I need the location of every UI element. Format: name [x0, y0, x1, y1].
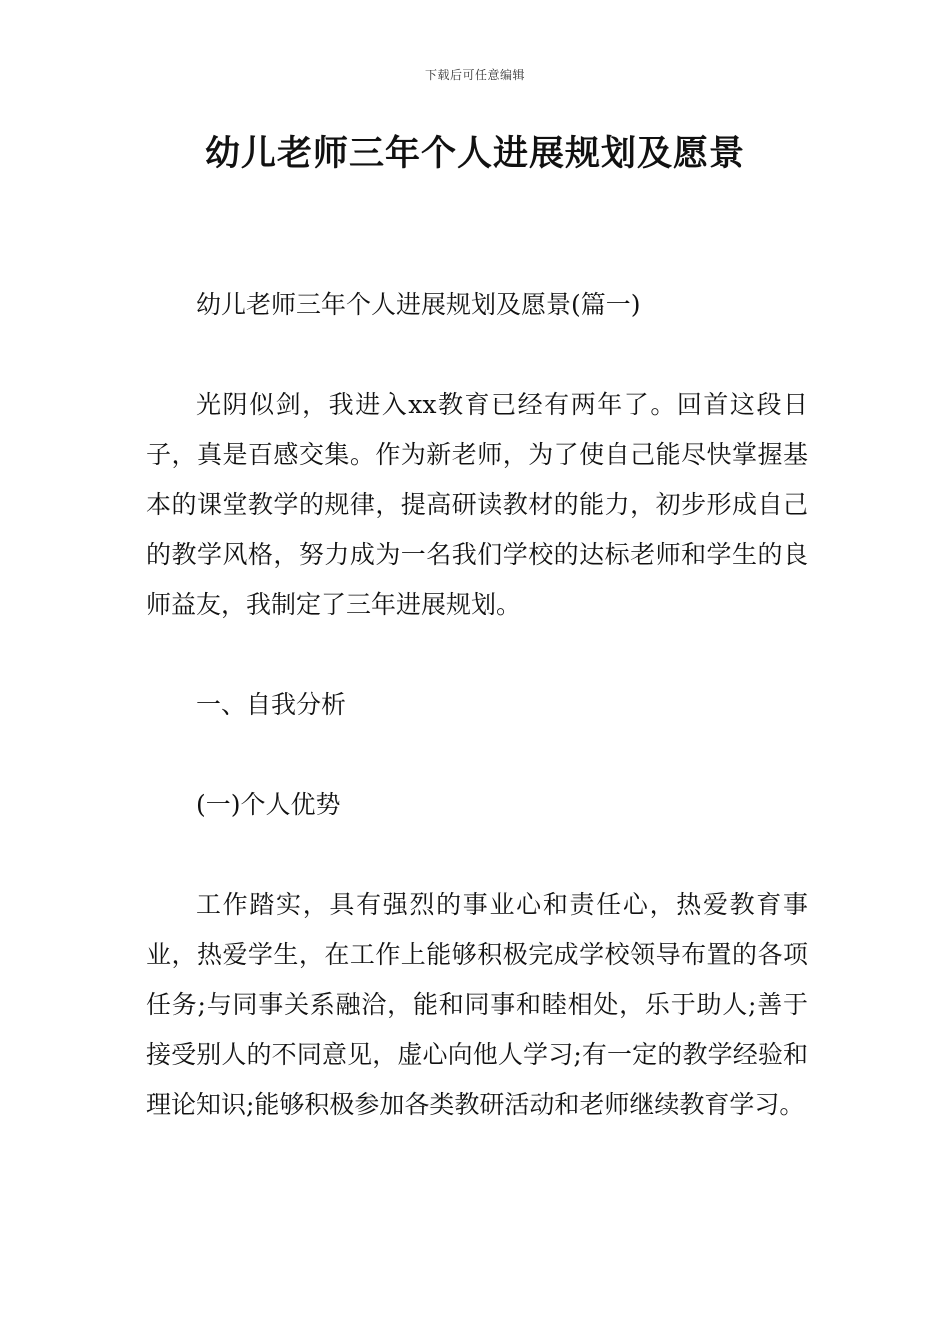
subtitle-paragraph: 幼儿老师三年个人进展规划及愿景(篇一) [196, 290, 641, 319]
header-note: 下载后可任意编辑 [424, 68, 525, 82]
intro-paragraph: 光阴似剑，我进入xx教育已经有两年了。回首这段日子，真是百感交集。作为新老师，为了使自己能尽快掌握基本的课堂教学的规律，提高研读教材的能力，初步形成自己的教学风格，努力成为一名我们学校的达标老师和学生的良师益友，我制定了三年进展规划。 [146, 390, 808, 619]
section-heading: 一、自我分析 [196, 690, 347, 719]
body-paragraph: 工作踏实，具有强烈的事业心和责任心，热爱教育事业，热爱学生，在工作上能够积极完成学校领导布置的各项任务;与同事关系融洽，能和同事和睦相处，乐于助人;善于接受别人的不同意见，虚心向他人学习;有一定的教学经验和理论知识;能够积极参加各类教研活动和老师继续教育学习。 [146, 890, 808, 1119]
document-title: 幼儿老师三年个人进展规划及愿景 [204, 133, 745, 174]
document-body [146, 280, 808, 1180]
subsection-heading: (一)个人优势 [196, 790, 341, 819]
